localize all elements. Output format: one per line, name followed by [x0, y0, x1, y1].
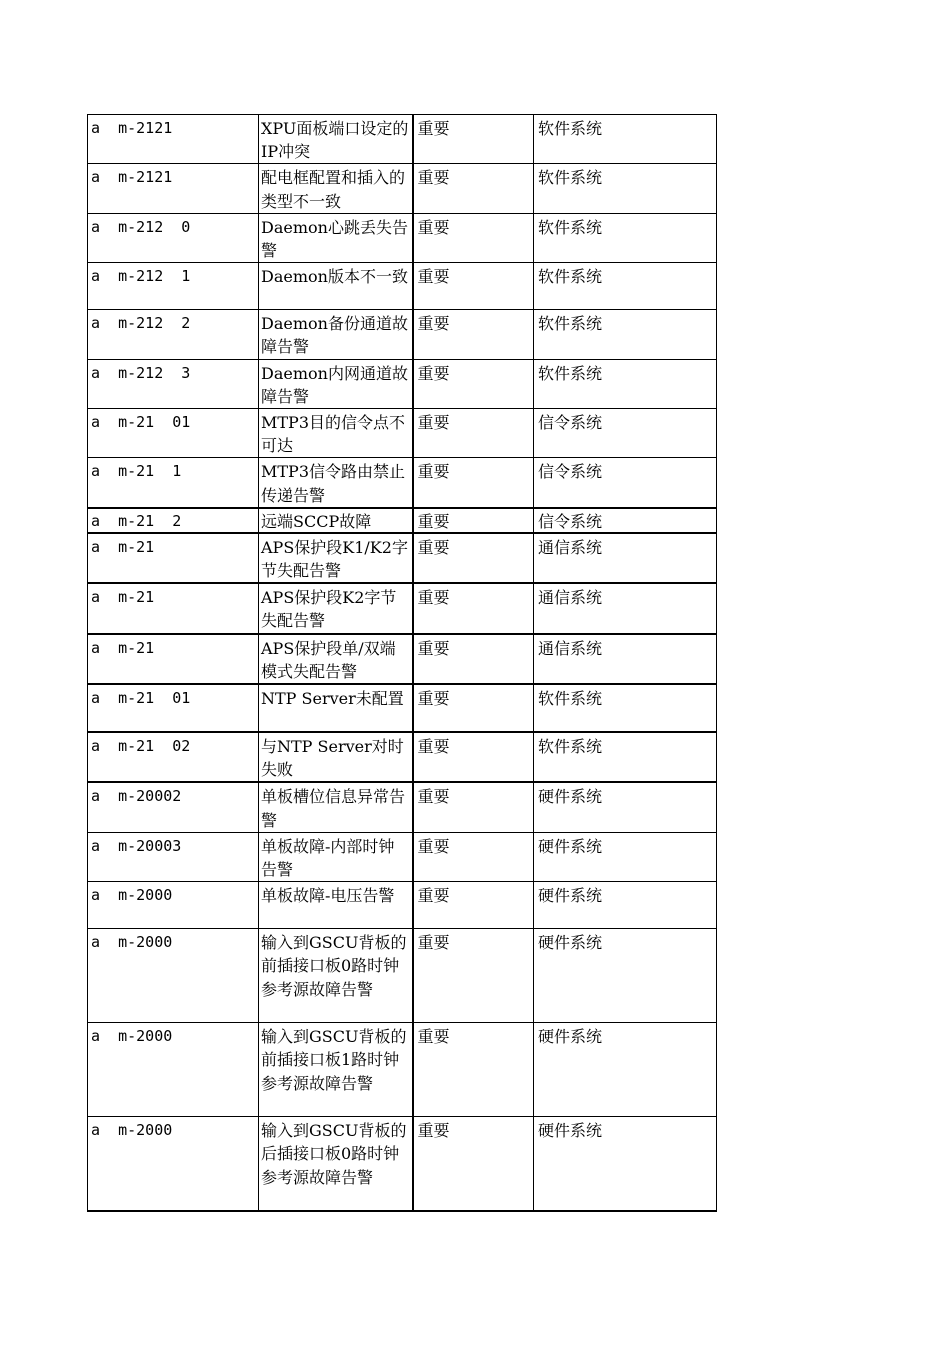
alarm-name-cell: APS保护段K2字节失配告警 — [259, 583, 413, 633]
alarm-name-cell: Daemon心跳丢失告警 — [259, 213, 413, 262]
table-row — [88, 359, 717, 408]
alarm-type-cell: 硬件系统 — [534, 782, 717, 832]
alarm-name-cell: 输入到GSCU背板的前插接口板1路时钟参考源故障告警 — [259, 1023, 413, 1117]
alarm-code-cell: a m-212 2 — [88, 310, 259, 359]
alarm-code-cell: a m-21 — [88, 634, 259, 684]
alarm-level-cell: 重要 — [413, 164, 534, 213]
alarm-table — [87, 114, 717, 1212]
alarm-code-cell: a m-2000 — [88, 882, 259, 929]
alarm-level-cell: 重要 — [413, 1117, 534, 1212]
alarm-code-cell: a m-212 0 — [88, 213, 259, 262]
alarm-level-cell: 重要 — [413, 115, 534, 164]
alarm-code-cell: a m-20003 — [88, 832, 259, 881]
alarm-code-cell: a m-21 2 — [88, 508, 259, 533]
alarm-type-cell: 硬件系统 — [534, 832, 717, 881]
table-row — [88, 164, 717, 213]
alarm-code-cell: a m-21 — [88, 533, 259, 583]
alarm-name-cell: Daemon版本不一致 — [259, 263, 413, 310]
alarm-type-cell: 信令系统 — [534, 409, 717, 458]
alarm-name-cell: 单板故障-内部时钟告警 — [259, 832, 413, 881]
alarm-code-cell: a m-2000 — [88, 929, 259, 1023]
alarm-code-cell: a m-212 1 — [88, 263, 259, 310]
alarm-name-cell: 单板槽位信息异常告警 — [259, 782, 413, 832]
table-row — [88, 409, 717, 458]
alarm-level-cell: 重要 — [413, 634, 534, 684]
alarm-type-cell: 通信系统 — [534, 533, 717, 583]
table-row — [88, 583, 717, 633]
alarm-type-cell: 信令系统 — [534, 458, 717, 508]
alarm-level-cell: 重要 — [413, 533, 534, 583]
alarm-type-cell: 软件系统 — [534, 115, 717, 164]
alarm-code-cell: a m-2121 — [88, 164, 259, 213]
table-row — [88, 732, 717, 782]
alarm-name-cell: APS保护段K1/K2字节失配告警 — [259, 533, 413, 583]
alarm-level-cell: 重要 — [413, 583, 534, 633]
alarm-type-cell: 软件系统 — [534, 310, 717, 359]
table-row — [88, 508, 717, 533]
alarm-level-cell: 重要 — [413, 409, 534, 458]
alarm-code-cell: a m-212 3 — [88, 359, 259, 408]
alarm-type-cell: 软件系统 — [534, 263, 717, 310]
alarm-type-cell: 软件系统 — [534, 164, 717, 213]
alarm-name-cell: Daemon备份通道故障告警 — [259, 310, 413, 359]
alarm-name-cell: 配电框配置和插入的类型不一致 — [259, 164, 413, 213]
table-row — [88, 115, 717, 164]
alarm-level-cell: 重要 — [413, 832, 534, 881]
alarm-name-cell: APS保护段单/双端模式失配告警 — [259, 634, 413, 684]
table-row — [88, 832, 717, 881]
alarm-level-cell: 重要 — [413, 882, 534, 929]
table-row — [88, 684, 717, 732]
alarm-level-cell: 重要 — [413, 263, 534, 310]
alarm-name-cell: MTP3目的信令点不可达 — [259, 409, 413, 458]
table-row — [88, 1023, 717, 1117]
alarm-level-cell: 重要 — [413, 458, 534, 508]
alarm-level-cell: 重要 — [413, 684, 534, 732]
alarm-name-cell: 输入到GSCU背板的后插接口板0路时钟参考源故障告警 — [259, 1117, 413, 1212]
table-row — [88, 634, 717, 684]
table-row — [88, 458, 717, 508]
alarm-level-cell: 重要 — [413, 782, 534, 832]
alarm-level-cell: 重要 — [413, 359, 534, 408]
alarm-code-cell: a m-20002 — [88, 782, 259, 832]
alarm-name-cell: 与NTP Server对时失败 — [259, 732, 413, 782]
table-row — [88, 533, 717, 583]
alarm-code-cell: a m-21 — [88, 583, 259, 633]
alarm-code-cell: a m-2121 — [88, 115, 259, 164]
alarm-type-cell: 软件系统 — [534, 213, 717, 262]
alarm-type-cell: 信令系统 — [534, 508, 717, 533]
alarm-level-cell: 重要 — [413, 213, 534, 262]
alarm-code-cell: a m-21 01 — [88, 684, 259, 732]
alarm-name-cell: 单板故障-电压告警 — [259, 882, 413, 929]
alarm-name-cell: Daemon内网通道故障告警 — [259, 359, 413, 408]
table-row — [88, 310, 717, 359]
alarm-code-cell: a m-21 1 — [88, 458, 259, 508]
table-row — [88, 263, 717, 310]
alarm-type-cell: 硬件系统 — [534, 1117, 717, 1212]
alarm-type-cell: 硬件系统 — [534, 929, 717, 1023]
alarm-name-cell: XPU面板端口设定的IP冲突 — [259, 115, 413, 164]
alarm-code-cell: a m-21 02 — [88, 732, 259, 782]
alarm-type-cell: 软件系统 — [534, 359, 717, 408]
alarm-type-cell: 通信系统 — [534, 634, 717, 684]
alarm-type-cell: 软件系统 — [534, 684, 717, 732]
alarm-code-cell: a m-2000 — [88, 1023, 259, 1117]
alarm-type-cell: 通信系统 — [534, 583, 717, 633]
table-row — [88, 1117, 717, 1212]
alarm-level-cell: 重要 — [413, 310, 534, 359]
alarm-name-cell: MTP3信令路由禁止传递告警 — [259, 458, 413, 508]
alarm-name-cell: 输入到GSCU背板的前插接口板0路时钟参考源故障告警 — [259, 929, 413, 1023]
alarm-code-cell: a m-21 01 — [88, 409, 259, 458]
alarm-type-cell: 软件系统 — [534, 732, 717, 782]
table-row — [88, 213, 717, 262]
alarm-level-cell: 重要 — [413, 929, 534, 1023]
alarm-name-cell: NTP Server未配置 — [259, 684, 413, 732]
table-row — [88, 882, 717, 929]
alarm-level-cell: 重要 — [413, 732, 534, 782]
alarm-name-cell: 远端SCCP故障 — [259, 508, 413, 533]
alarm-level-cell: 重要 — [413, 508, 534, 533]
alarm-code-cell: a m-2000 — [88, 1117, 259, 1212]
alarm-type-cell: 硬件系统 — [534, 882, 717, 929]
table-row — [88, 782, 717, 832]
table-row — [88, 929, 717, 1023]
alarm-level-cell: 重要 — [413, 1023, 534, 1117]
alarm-type-cell: 硬件系统 — [534, 1023, 717, 1117]
